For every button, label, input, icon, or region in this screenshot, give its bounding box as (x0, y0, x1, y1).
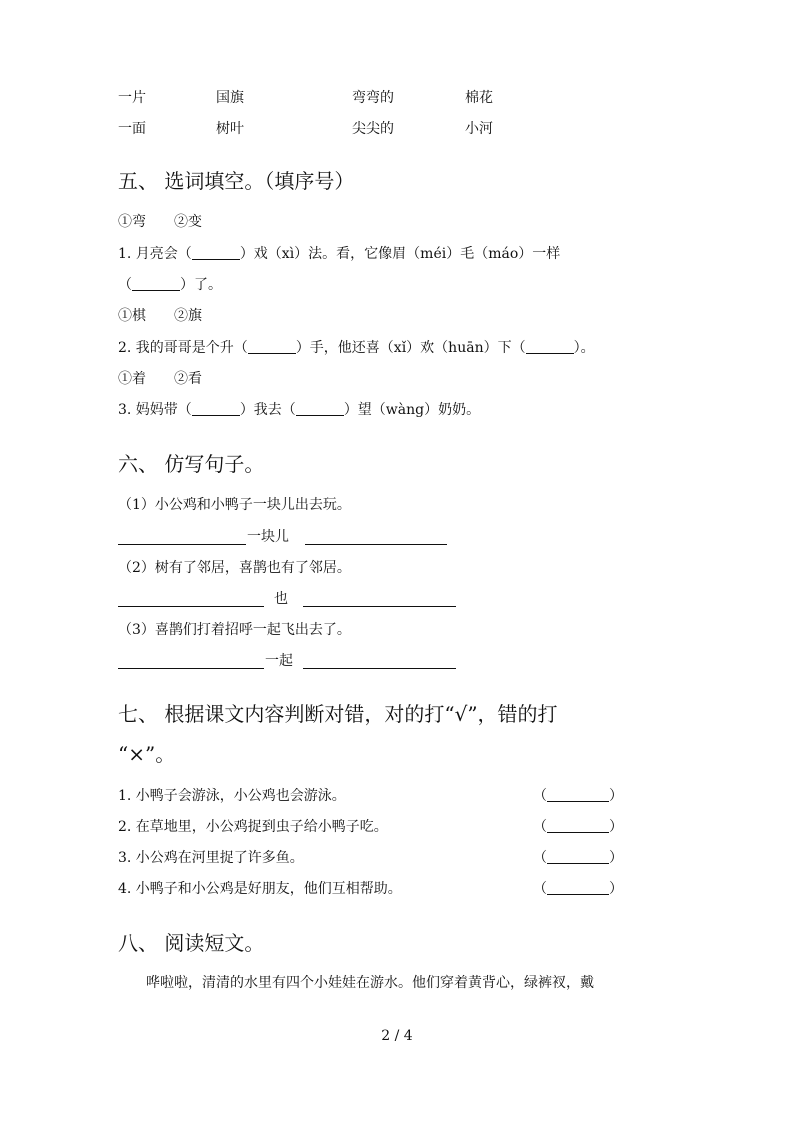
options-3: ①着 ②看 (118, 371, 202, 387)
section-8-title: 八、 阅读短文。 (118, 931, 265, 955)
question-2 (118, 339, 595, 357)
q1-text-b: ）戏（xì）法。看，它像眉（méi）毛（máo）一样 (239, 246, 561, 262)
sentence-2: （2）树有了邻居，喜鹊也有了邻居。 (118, 560, 351, 576)
judge-item-3: 3. 小公鸡在河里捉了许多鱼。 (118, 850, 304, 866)
q3-text-b: ）我去（ (239, 402, 296, 418)
options-1: ①弯 ②变 (118, 214, 202, 230)
q2-text-c: ）。 (573, 340, 595, 356)
match-word: 一片 (118, 90, 146, 106)
options-2: ①棋 ②旗 (118, 308, 202, 324)
question-3 (118, 401, 480, 419)
match-word: 一面 (118, 121, 146, 137)
question-1-line1 (118, 245, 560, 263)
answer-line[interactable] (118, 606, 264, 607)
q1-text-a: 1. 月亮会（ (118, 246, 192, 262)
sentence-3: （3）喜鹊们打着招呼一起飞出去了。 (118, 622, 351, 638)
answer-blank[interactable] (192, 415, 240, 416)
keyword-2: 也 (274, 591, 288, 607)
answer-line[interactable] (303, 668, 456, 669)
judge-answer-3[interactable]: （ ） (533, 850, 623, 866)
judge-item-4: 4. 小鸭子和小公鸡是好朋友，他们互相帮助。 (118, 881, 402, 897)
answer-line[interactable] (118, 668, 264, 669)
question-1-line2 (118, 276, 222, 294)
section-7-title: 七、 根据课文内容判断对错，对的打“√”，错的打 (118, 702, 558, 726)
q1-text-c: （ (118, 277, 132, 293)
q2-text-b: ）手，他还喜（xǐ）欢（huān）下（ (295, 340, 526, 356)
match-word: 树叶 (216, 121, 244, 137)
answer-blank[interactable] (248, 353, 296, 354)
page-number: 2 / 4 (381, 1028, 413, 1044)
reading-paragraph: 哗啦啦，清清的水里有四个小娃娃在游水。他们穿着黄背心，绿裤衩，戴 (146, 975, 594, 991)
judge-answer-4[interactable]: （ ） (533, 881, 623, 897)
judge-answer-1[interactable]: （ ） (533, 788, 623, 804)
keyword-3: 一起 (265, 653, 293, 669)
judge-answer-2[interactable]: （ ） (533, 819, 623, 835)
match-word: 弯弯的 (352, 90, 394, 106)
match-word: 尖尖的 (352, 121, 394, 137)
q3-text-c: ）望（wàng）奶奶。 (343, 402, 481, 418)
answer-blank[interactable] (132, 290, 180, 291)
answer-blank[interactable] (526, 353, 574, 354)
answer-blank[interactable] (192, 259, 240, 260)
answer-line[interactable] (303, 606, 456, 607)
sentence-1: （1）小公鸡和小鸭子一块儿出去玩。 (118, 497, 351, 513)
match-word: 国旗 (216, 90, 244, 106)
match-word: 小河 (465, 121, 493, 137)
section-5-title: 五、 选词填空。（填序号） (118, 169, 355, 193)
match-word: 棉花 (465, 90, 493, 106)
answer-line[interactable] (118, 544, 246, 545)
keyword-1: 一块儿 (247, 529, 289, 545)
answer-line[interactable] (305, 544, 447, 545)
judge-item-2: 2. 在草地里，小公鸡捉到虫子给小鸭子吃。 (118, 819, 388, 835)
answer-blank[interactable] (296, 415, 344, 416)
section-6-title: 六、 仿写句子。 (118, 452, 265, 476)
q3-text-a: 3. 妈妈带（ (118, 402, 192, 418)
q1-text-d: ）了。 (180, 277, 222, 293)
judge-item-1: 1. 小鸭子会游泳，小公鸡也会游泳。 (118, 788, 346, 804)
section-7-title-cont: “×”。 (118, 742, 176, 766)
q2-text-a: 2. 我的哥哥是个升（ (118, 340, 248, 356)
